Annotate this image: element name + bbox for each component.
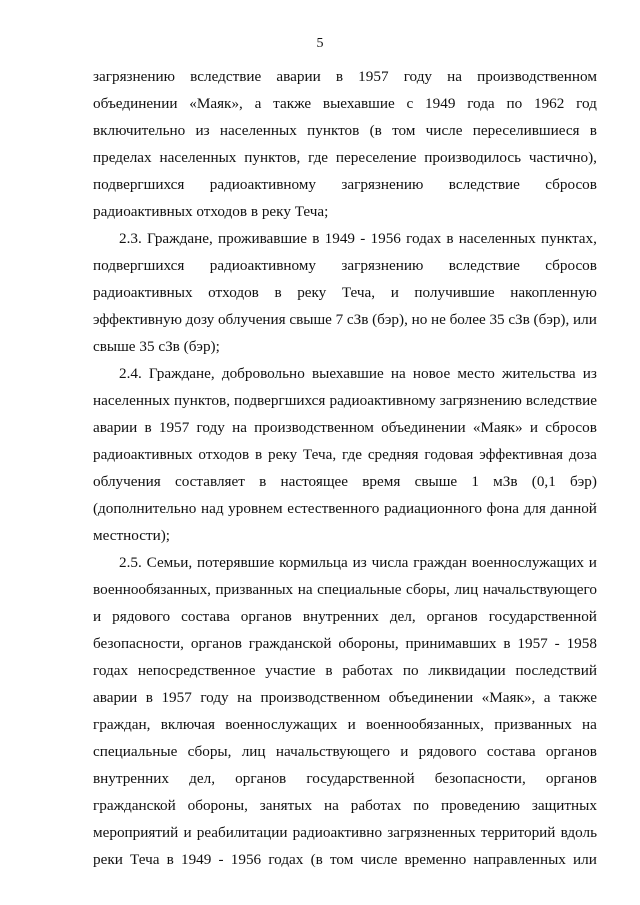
word: включая: [160, 716, 215, 733]
word: добровольно: [221, 365, 305, 382]
word: дозу: [185, 311, 215, 328]
word: населенных: [93, 392, 170, 409]
word: составляет: [174, 473, 245, 490]
word: данной: [550, 500, 597, 517]
word: но: [411, 311, 428, 328]
word: где: [342, 446, 362, 463]
word: проведению: [440, 797, 520, 814]
word: -: [554, 635, 560, 652]
word: аварии: [276, 68, 321, 85]
word: годах: [268, 851, 304, 868]
word: 1949: [324, 230, 356, 247]
word: и: [347, 716, 356, 733]
text-line: [93, 738, 597, 765]
word: числе: [425, 122, 463, 139]
word: реку: [267, 446, 298, 463]
word: загрязнению: [341, 257, 424, 274]
word: государственной: [488, 608, 597, 625]
text-line: [93, 657, 597, 684]
word: новое: [412, 365, 451, 382]
word: пределах: [93, 149, 152, 166]
word: жительства: [502, 365, 576, 382]
word: 2.3.: [119, 230, 142, 247]
word: 1956: [370, 230, 401, 247]
text-line: [93, 171, 597, 198]
word: занятых: [259, 797, 313, 814]
word: населенных: [458, 230, 536, 247]
word: числе: [360, 851, 398, 868]
word: подвергшихся: [93, 176, 185, 193]
word: годах: [93, 662, 129, 679]
word: свыше: [289, 311, 332, 328]
word: в: [144, 419, 152, 436]
word: направленных: [473, 851, 566, 868]
word: и: [400, 743, 409, 760]
word: загрязнению: [93, 68, 176, 85]
word: объединении: [381, 419, 466, 436]
word: начальствующего: [482, 581, 597, 598]
word: гражданской: [248, 635, 332, 652]
word: 1957: [158, 419, 190, 436]
word: 1962: [533, 95, 565, 112]
word: участие: [265, 662, 316, 679]
text-line: [93, 765, 597, 792]
word: (в: [369, 122, 382, 139]
text-line: [93, 603, 597, 630]
word: -: [218, 851, 224, 868]
word: 1949: [425, 95, 456, 112]
word: производственном: [477, 68, 597, 85]
word: сборы,: [406, 581, 450, 598]
word: подвергшихся: [234, 392, 326, 409]
word: проживавшие: [218, 230, 308, 247]
word: гражданской: [93, 797, 176, 814]
word: «Маяк»,: [481, 689, 536, 706]
word: выехавшие: [322, 95, 395, 112]
word: (бэр),: [372, 311, 408, 328]
word: 1957: [517, 635, 548, 652]
word: (0,1: [531, 473, 556, 490]
word: 1: [471, 473, 479, 490]
word: загрязнению: [341, 176, 424, 193]
word: объединении: [388, 689, 474, 706]
word: вследствие: [448, 176, 520, 193]
word: военнообязанных,: [365, 716, 484, 733]
word: в: [274, 284, 282, 301]
word: обороны,: [187, 797, 248, 814]
word: в: [589, 122, 597, 139]
text-line: [93, 414, 597, 441]
word: радиоактивному: [209, 176, 317, 193]
word: пунктах,: [540, 230, 597, 247]
word: сЗв: [508, 311, 530, 328]
word: выехавшие: [311, 365, 384, 382]
word: над: [200, 500, 224, 517]
word: лиц: [241, 743, 266, 760]
word: и: [93, 608, 102, 625]
word: органов: [426, 608, 478, 625]
word: фона: [486, 500, 519, 517]
word: Граждане,: [147, 230, 213, 247]
word: с: [406, 95, 414, 112]
word: лиц: [454, 581, 479, 598]
word: пунктов,: [244, 149, 301, 166]
word: по: [413, 797, 430, 814]
word: а: [254, 95, 262, 112]
word: мЗв: [493, 473, 518, 490]
word: кормильца: [279, 554, 348, 571]
word: и: [390, 284, 399, 301]
text-line: [93, 441, 597, 468]
word: Теча: [130, 851, 160, 868]
word: радиоактивному: [329, 392, 436, 409]
word: населенных: [219, 122, 297, 139]
word: работах: [350, 797, 402, 814]
word: -: [360, 230, 366, 247]
word: радиоактивно: [292, 824, 383, 841]
word: состава: [486, 743, 536, 760]
word: органов: [190, 635, 242, 652]
text-line: свыше 35 сЗв (бэр);: [93, 338, 220, 355]
word: в: [446, 230, 454, 247]
word: на: [232, 419, 247, 436]
word: населенных: [159, 149, 237, 166]
text-line: [93, 495, 597, 522]
word: загрязненных: [387, 824, 476, 841]
text-line: [93, 117, 597, 144]
text-line: радиоактивных отходов в реку Теча;: [93, 203, 329, 220]
text-line: местности);: [93, 527, 170, 544]
word: вдоль: [560, 824, 597, 841]
text-line: [93, 468, 597, 495]
word: органов: [545, 743, 597, 760]
word: накопленную: [510, 284, 597, 301]
word: более: [449, 311, 486, 328]
word: призванных: [494, 716, 572, 733]
word: году: [196, 419, 225, 436]
word: в: [503, 635, 511, 652]
word: призванных: [215, 581, 294, 598]
word: 7: [335, 311, 344, 328]
word: временно: [404, 851, 467, 868]
word: производственном: [260, 689, 381, 706]
word: средняя: [367, 446, 419, 463]
word: граждан: [413, 554, 467, 571]
word: годовая: [424, 446, 474, 463]
word: сбросов: [545, 257, 597, 274]
document-body: [93, 63, 597, 873]
word: радиоактивных: [93, 284, 193, 301]
word: по: [506, 95, 523, 112]
word: пунктов,: [173, 392, 230, 409]
word: 2.5.: [119, 554, 142, 571]
word: числа: [371, 554, 409, 571]
word: военнослужащих: [225, 716, 338, 733]
word: органов: [235, 770, 287, 787]
word: и: [588, 554, 597, 571]
word: Граждане,: [148, 365, 215, 382]
word: в: [166, 851, 174, 868]
word: и: [183, 824, 192, 841]
text-line: [93, 279, 597, 306]
word: состава: [181, 608, 230, 625]
text-line: [93, 792, 597, 819]
word: радиоактивному: [209, 257, 317, 274]
word: загрязнению: [439, 392, 522, 409]
word: а: [543, 689, 551, 706]
word: потерявшие: [197, 554, 275, 571]
word: из: [195, 122, 210, 139]
word: переселение: [335, 149, 417, 166]
word: органов: [545, 770, 597, 787]
word: из: [582, 365, 597, 382]
word: реку: [297, 284, 327, 301]
word: на: [323, 797, 339, 814]
word: доза: [568, 446, 597, 463]
word: специальные: [317, 581, 402, 598]
word: получившие: [414, 284, 495, 301]
word: ликвидации: [428, 662, 506, 679]
word: уровнем: [228, 500, 283, 517]
text-line: [93, 684, 597, 711]
word: объединении: [93, 95, 178, 112]
word: года: [467, 95, 495, 112]
word: в: [312, 230, 320, 247]
word: на: [297, 581, 313, 598]
word: также: [559, 689, 597, 706]
word: в: [259, 473, 267, 490]
word: аварии: [93, 419, 138, 436]
word: время: [362, 473, 401, 490]
word: 1957: [161, 689, 192, 706]
word: место: [457, 365, 495, 382]
word: сбросов: [545, 419, 597, 436]
word: государственной: [306, 770, 415, 787]
word: защитных: [531, 797, 597, 814]
word: граждан,: [93, 716, 151, 733]
word: подвергшихся: [93, 257, 185, 274]
word: внутренних: [93, 770, 170, 787]
word: 1958: [566, 635, 597, 652]
text-line: [93, 630, 597, 657]
word: Теча,: [302, 446, 337, 463]
word: «Маяк»: [472, 419, 523, 436]
word: настоящее: [280, 473, 349, 490]
text-line: [93, 225, 597, 252]
word: (дополнительно: [93, 500, 197, 517]
text-line: [93, 576, 597, 603]
text-line: [93, 387, 597, 414]
word: радиоактивных: [93, 446, 193, 463]
word: свыше: [414, 473, 458, 490]
word: естественного: [287, 500, 380, 517]
word: работах: [342, 662, 393, 679]
text-line: [93, 819, 597, 846]
word: военнослужащих: [471, 554, 584, 571]
word: Теча,: [341, 284, 376, 301]
word: или: [573, 851, 597, 868]
word: в: [335, 68, 344, 85]
word: год: [576, 95, 597, 112]
word: году: [403, 68, 433, 85]
word: том: [392, 122, 416, 139]
word: пунктов: [307, 122, 360, 139]
word: в: [145, 689, 153, 706]
word: по: [402, 662, 419, 679]
word: «Маяк»,: [189, 95, 243, 112]
word: обороны,: [338, 635, 399, 652]
word: также: [273, 95, 312, 112]
word: отходов: [198, 446, 250, 463]
word: вследствие: [190, 68, 262, 85]
word: из: [352, 554, 367, 571]
word: частично),: [528, 149, 597, 166]
word: (бэр),: [533, 311, 570, 328]
word: эффективная: [479, 446, 563, 463]
word: в: [325, 662, 333, 679]
text-line: [93, 846, 597, 873]
word: переселившиеся: [472, 122, 580, 139]
word: (в: [310, 851, 323, 868]
word: безопасности,: [434, 770, 526, 787]
word: непосредственное: [137, 662, 256, 679]
word: 35: [489, 311, 505, 328]
word: 1956: [230, 851, 262, 868]
word: сбросов: [545, 176, 597, 193]
text-line: [93, 306, 597, 333]
text-line: [93, 360, 597, 387]
word: отходов: [208, 284, 259, 301]
word: том: [329, 851, 354, 868]
text-line: [93, 144, 597, 171]
word: начальствующего: [275, 743, 390, 760]
word: бэр): [570, 473, 597, 490]
word: на: [447, 68, 463, 85]
word: в: [254, 446, 263, 463]
word: сЗв: [346, 311, 369, 328]
word: дел,: [189, 770, 216, 787]
word: территорий: [480, 824, 556, 841]
word: эффективную: [93, 311, 182, 328]
word: облучения: [93, 473, 161, 490]
word: аварии: [93, 689, 138, 706]
word: на: [390, 365, 406, 382]
word: облучения: [217, 311, 286, 328]
word: реки: [93, 851, 123, 868]
word: годах: [406, 230, 442, 247]
word: органов: [240, 608, 292, 625]
text-line: [93, 252, 597, 279]
word: 1957: [358, 68, 389, 85]
word: производилось: [424, 149, 522, 166]
text-line: [93, 549, 597, 576]
word: принимавших: [405, 635, 497, 652]
word: 1949: [180, 851, 212, 868]
word: для: [523, 500, 546, 517]
word: дел,: [389, 608, 416, 625]
word: 2.4.: [119, 365, 142, 382]
word: Семьи,: [146, 554, 193, 571]
word: производственном: [254, 419, 374, 436]
word: на: [237, 689, 252, 706]
word: последствий: [515, 662, 597, 679]
word: или: [572, 311, 597, 328]
word: и: [529, 419, 538, 436]
word: где: [308, 149, 329, 166]
word: безопасности,: [93, 635, 184, 652]
word: специальные: [93, 743, 178, 760]
word: сборы,: [187, 743, 232, 760]
page-number: 5: [316, 36, 324, 51]
word: на: [582, 716, 597, 733]
word: радиационного: [383, 500, 483, 517]
word: внутренних: [302, 608, 379, 625]
text-line: [93, 90, 597, 117]
word: не: [431, 311, 446, 328]
word: вследствие: [525, 392, 597, 409]
word: вследствие: [448, 257, 520, 274]
text-line: [93, 711, 597, 738]
word: рядового: [112, 608, 171, 625]
word: мероприятий: [93, 824, 179, 841]
word: году: [200, 689, 229, 706]
word: включительно: [93, 122, 186, 139]
word: реабилитации: [196, 824, 288, 841]
word: рядового: [418, 743, 477, 760]
word: военнообязанных,: [93, 581, 211, 598]
text-line: [93, 63, 597, 90]
